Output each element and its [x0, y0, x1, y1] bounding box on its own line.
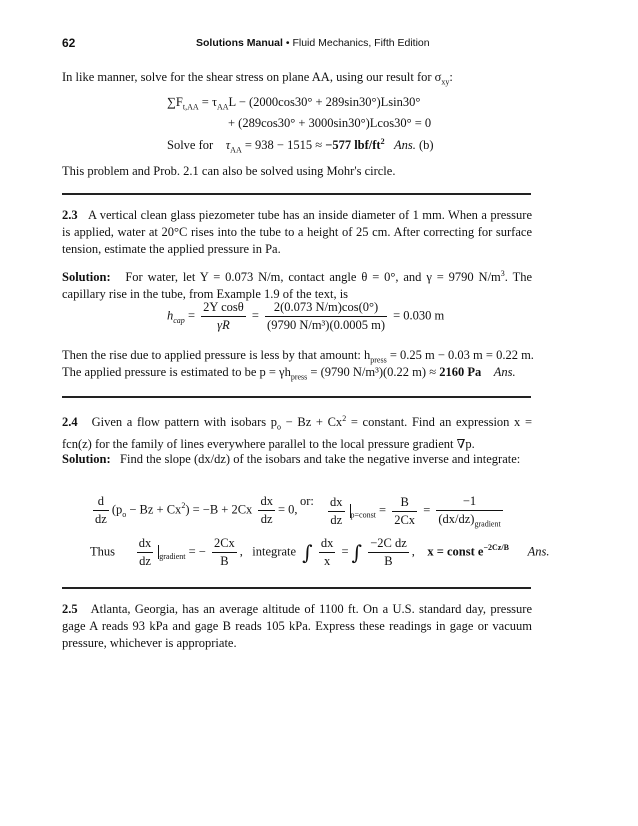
- intro-text: In like manner, solve for the shear stress on plane AA, using our result for $\sigma_{xy}$:: [62, 70, 453, 87]
- header-bullet: •: [285, 37, 290, 49]
- integral-sign-icon: ∫: [351, 540, 363, 565]
- book-title: Fluid Mechanics, Fifth Edition: [292, 37, 430, 49]
- section-divider: [62, 587, 531, 589]
- shear-solve-line: Solve for $\tau_{AA} = 938 - 1515 \approx -577$ lbf/$ft^2$ Ans. (b): [167, 137, 434, 155]
- page-number: 62: [62, 36, 76, 50]
- problem-2-4-statement: 2.4 Given a flow pattern with isobars $p_o - Bz + Cx^2$ = constant. Find an expression x = fcn(z) for the family of lines everywhere parallel to the local pressure gradient ∇p.: [62, 414, 533, 451]
- manual-title: Solutions Manual: [196, 37, 283, 49]
- rise-text: Then the rise due to applied pressure is less by that amount: $h_{press} = 0.25$ m − 0.03 m = 0.22 m.: [62, 348, 534, 365]
- problem-2-3-solution: Solution: For water, let Y = 0.073 N/m, contact angle θ = 0°, and γ = 9790 $N/m^3$. The capillary rise in the tube, from Example 1.9 of the text, is: [62, 269, 533, 302]
- mohr-note: This problem and Prob. 2.1 can also be solved using Mohr's circle.: [62, 164, 396, 178]
- isobar-derivative-eq: $\frac{d}{dz}$ $(p_o - Bz + Cx^2) = -B + 2Cx$ $\frac{dx}{dz}$ = 0,: [95, 494, 298, 526]
- integral-sign-icon: ∫: [302, 540, 313, 565]
- applied-pressure-text: The applied pressure is estimated to be $p = \gamma h_{press} = (9790$ N/m³)(0.22 m) ≈ 2160 Pa Ans.: [62, 365, 516, 382]
- running-header: [196, 37, 430, 49]
- cap-fraction-1: $\frac{\text{2Y cosθ}}{\gamma R}$: [203, 300, 244, 332]
- capillary-equation: $h_{cap}$ = $\frac{\text{2Y cosθ}}{\gamma R}$ = $\frac{2(0.073 N/m)\cos(0^\circ)}{\text{(9790 N/m³)(0.0005 m)}}$ = 0.030 m: [167, 300, 445, 332]
- problem-2-4-solution: Solution: Find the slope (dx/dz) of the isobars and take the negative inverse and integrate:: [62, 452, 521, 466]
- or-label: or:: [300, 494, 314, 508]
- gradient-eq: Thus $\frac{dx}{dz}$ $_{gradient}$ = − $\frac{2Cx}{B}$ , integrate ∫ $\frac{dx}{x}$ = ∫ $\frac{\text{−2C dz}}{B}$ , x = const $e^{-2Cz/B}$ Ans.: [90, 536, 550, 568]
- problem-2-3-statement: 2.3 A vertical clean glass piezometer tube has an inside diameter of 1 mm. When a pressure is applied, water at 20°C rises into the tube to a height of 25 cm. After correcting for surface tension, estimate the applied pressure in Pa.: [62, 208, 532, 256]
- problem-2-5-statement: 2.5 Atlanta, Georgia, has an average altitude of 1100 ft. On a U.S. standard day, pressure gage A reads 93 kPa and gage B reads 105 kPa. Express these readings in gage or vacuum pressure, whichever is appropriate.: [62, 602, 533, 650]
- cap-fraction-2: $\frac{2(0.073 N/m)\cos(0^\circ)}{\text{(9790 N/m³)(0.0005 m)}}$: [267, 300, 385, 332]
- isobar-slope-eq: $\frac{dx}{dz}$ $_{p=const}$ = $\frac{B}{2Cx}$ = $\frac{-1}{(dx/dz)_{gradient}}$: [330, 494, 501, 529]
- section-divider: [62, 193, 531, 195]
- section-divider: [62, 396, 531, 398]
- shear-eq-line1: $\sum F_{t,AA} = \tau_{AA}L - (2000\cos 30^\circ + 289\sin 30^\circ)Lsin30^\circ$: [167, 95, 421, 112]
- shear-eq-line2: + (289cos30° + 3000sin30°)Lcos30° = 0: [228, 116, 432, 130]
